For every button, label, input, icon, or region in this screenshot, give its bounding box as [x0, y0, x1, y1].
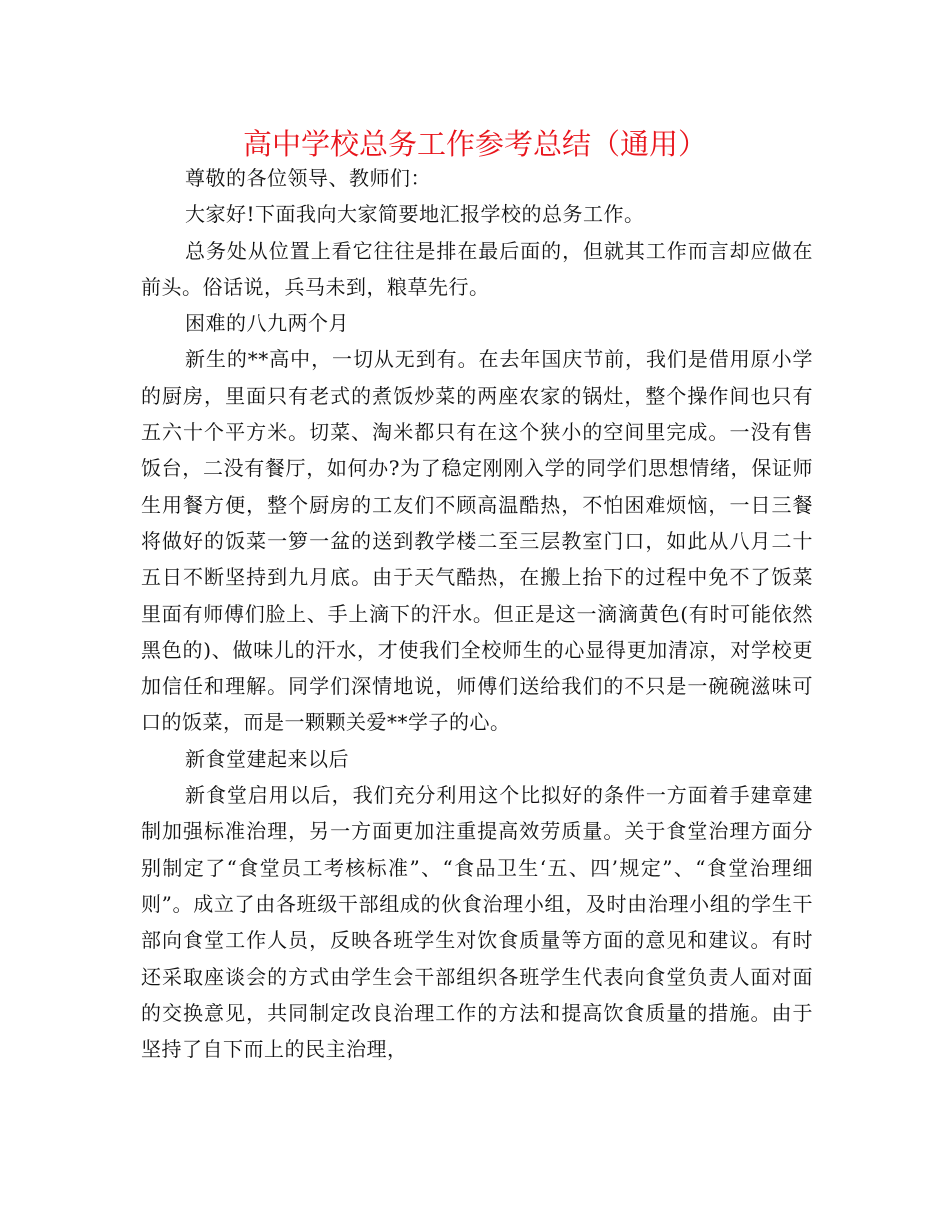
paragraph-greeting: 尊敬的各位领导、教师们：	[185, 166, 431, 190]
paragraph-old-kitchen: 新生的**高中，一切从无到有。在去年国庆节前，我们是借用原小学的厨房，里面只有老式的煮饭炒菜的两座农家的锅灶，整个操作间也只有五六十个平方米。切菜、淘米都只有在这个狭小的空间里完成。一没有售饭台，二没有餐厅，如何办?为了稳定刚刚入学的同学们思想情绪，保证师生用餐方便，整个厨房的工友们不顾高温酷热，不怕困难烦恼，一日三餐将做好的饭菜一箩一盆的送到教学楼二至三层教室门口，如此从八月二十五日不断坚持到九月底。由于天气酷热，在搬上抬下的过程中免不了饭菜里面有师傅们脸上、手上滴下的汗水。但正是这一滴滴黄色(有时可能依然黑色的)、做味儿的汗水，才使我们全校师生的心显得更加清凉，对学校更加信任和理解。同学们深情地说，师傅们送给我们的不只是一碗碗滋味可口的饭菜，而是一颗颗关爱**学子的心。	[141, 347, 813, 735]
paragraph-new-canteen: 新食堂启用以后，我们充分利用这个比拟好的条件一方面着手建章建制加强标准治理，另一方面更加注重提高效劳质量。关于食堂治理方面分别制定了“食堂员工考核标准”、“食品卫生‘五、四’规定”、“食堂治理细则”。成立了由各班级干部组成的伙食治理小组，及时由治理小组的学生干部向食堂工作人员，反映各班学生对饮食质量等方面的意见和建议。有时还采取座谈会的方式由学生会干部组织各班学生代表向食堂负责人面对面的交换意见，共同制定改良治理工作的方法和提高饮食质量的措施。由于坚持了自下而上的民主治理，	[141, 783, 813, 1062]
paragraph-intro: 大家好!下面我向大家简要地汇报学校的总务工作。	[185, 202, 645, 227]
section-heading-hard-months: 困难的八九两个月	[185, 311, 349, 336]
document-body	[141, 160, 813, 1067]
section-heading-new-canteen: 新食堂建起来以后	[185, 746, 349, 771]
paragraph-overview: 总务处从位置上看它往往是排在最后面的，但就其工作而言却应做在前头。俗话说，兵马未到，粮草先行。	[141, 238, 813, 299]
document-title: 高中学校总务工作参考总结（通用）	[242, 127, 707, 161]
